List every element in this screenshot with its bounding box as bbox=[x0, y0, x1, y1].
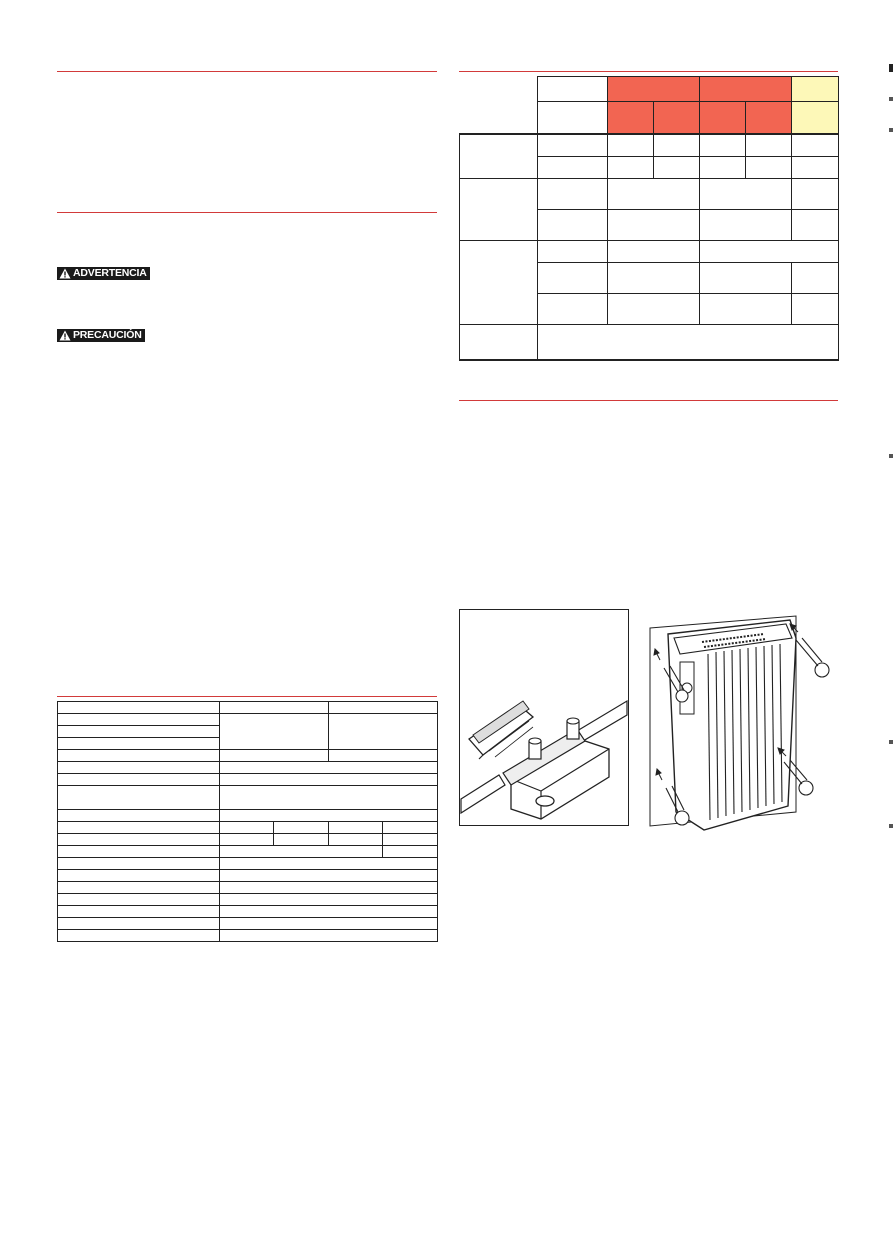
warning-badge bbox=[57, 267, 150, 280]
table-row bbox=[58, 858, 438, 870]
edge-mark bbox=[889, 128, 893, 132]
table-row bbox=[460, 325, 839, 361]
edge-mark bbox=[889, 97, 893, 101]
table-row bbox=[58, 930, 438, 942]
spec-table bbox=[57, 701, 438, 942]
table-row bbox=[58, 918, 438, 930]
section-rule-4 bbox=[459, 71, 838, 72]
table-row bbox=[460, 241, 839, 263]
table-row bbox=[460, 134, 839, 157]
warning-triangle-icon bbox=[59, 330, 71, 341]
section-rule-2 bbox=[57, 212, 437, 213]
section-rule-3 bbox=[57, 696, 437, 697]
table-row bbox=[58, 846, 438, 858]
table-row bbox=[58, 702, 438, 714]
edge-mark bbox=[889, 824, 893, 828]
amplifier-mounting-illustration bbox=[646, 612, 836, 834]
edge-mark bbox=[889, 64, 893, 72]
caution-badge bbox=[57, 329, 145, 342]
table-row bbox=[58, 870, 438, 882]
table-header-row bbox=[460, 77, 839, 102]
section-rule-1 bbox=[57, 71, 437, 72]
warning-triangle-icon bbox=[59, 268, 71, 279]
model-table bbox=[459, 76, 839, 361]
table-row bbox=[58, 906, 438, 918]
edge-mark bbox=[889, 454, 893, 458]
table-row bbox=[58, 774, 438, 786]
table-row bbox=[58, 822, 438, 834]
table-row bbox=[58, 750, 438, 762]
table-row bbox=[58, 762, 438, 774]
table-row bbox=[58, 714, 438, 726]
table-row bbox=[58, 786, 438, 810]
table-row bbox=[58, 834, 438, 846]
edge-mark bbox=[889, 740, 893, 744]
section-rule-5 bbox=[459, 400, 838, 401]
table-row bbox=[58, 882, 438, 894]
caution-label: PRECAUCIÓN bbox=[73, 329, 142, 341]
fuse-holder-illustration bbox=[459, 609, 629, 826]
warning-label: ADVERTENCIA bbox=[73, 267, 147, 279]
table-row bbox=[460, 179, 839, 210]
table-row bbox=[58, 810, 438, 822]
table-row bbox=[58, 894, 438, 906]
